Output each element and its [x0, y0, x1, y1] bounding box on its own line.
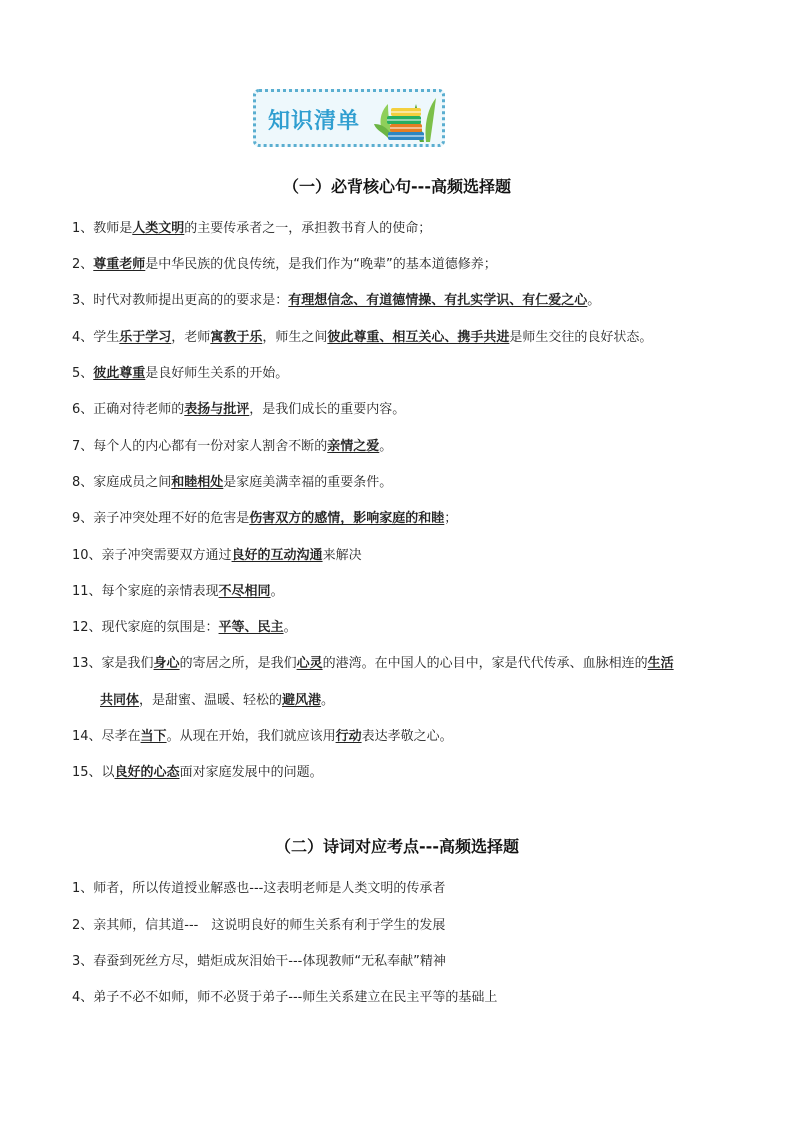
text-segment: ；: [444, 511, 458, 526]
key-phrase: 乐于学习: [119, 330, 172, 345]
text-segment: 1、教师是: [72, 221, 133, 236]
text-segment: 。: [270, 584, 284, 599]
list-item: [72, 220, 431, 238]
list-item-continuation: [100, 692, 334, 710]
list-item: [72, 256, 497, 274]
text-segment: ，是甜蜜、温暖、轻松的: [139, 693, 283, 708]
text-segment: 12、现代家庭的氛围是：: [72, 620, 219, 635]
text-segment: 表达孝敬之心。: [361, 729, 453, 744]
text-segment: ，是我们成长的重要内容。: [249, 402, 406, 417]
list-item: [72, 438, 392, 456]
key-phrase: 生活: [647, 656, 674, 671]
list-item: [72, 365, 288, 383]
text-segment: 2、: [72, 257, 94, 272]
list-item: [72, 292, 600, 310]
text-segment: 面对家庭发展中的问题。: [179, 765, 323, 780]
text-segment: 15、以: [72, 765, 115, 780]
section2-heading: （二）诗词对应考点---高频选择题: [275, 837, 519, 856]
text-segment: 9、亲子冲突处理不好的危害是: [72, 511, 250, 526]
text-segment: 11、每个家庭的亲情表现: [72, 584, 219, 599]
list-item: [72, 401, 405, 419]
text-segment: 8、家庭成员之间: [72, 475, 172, 490]
text-segment: 4、弟子不必不如师，师不必贤于弟子---师生关系建立在民主平等的基础上: [72, 990, 498, 1005]
key-phrase: 心灵: [296, 656, 323, 671]
key-phrase: 良好的互动沟通: [231, 548, 323, 563]
list-item: [72, 655, 674, 673]
list-item: [72, 764, 323, 782]
list-item: [72, 619, 297, 637]
key-phrase: 表扬与批评: [184, 402, 250, 417]
key-phrase: 尊重老师: [93, 257, 146, 272]
text-segment: 。从现在开始，我们就应该用: [166, 729, 336, 744]
text-segment: 6、正确对待老师的: [72, 402, 185, 417]
list-item: [72, 880, 445, 898]
text-segment: 。: [379, 439, 393, 454]
badge-title: 知识清单: [268, 109, 361, 134]
knowledge-list-badge: [253, 89, 445, 147]
text-segment: 3、春蚕到死丝方尽，蜡炬成灰泪始干---体现教师“无私奉献”精神: [72, 954, 446, 969]
text-segment: 的寄居之所，是我们: [179, 656, 297, 671]
list-item: [72, 728, 453, 746]
key-phrase: 良好的心态: [114, 765, 180, 780]
key-phrase: 共同体: [100, 693, 140, 708]
text-segment: 是良好师生关系的开始。: [145, 366, 289, 381]
list-item: [72, 989, 497, 1007]
key-phrase: 当下: [140, 729, 167, 744]
text-segment: 3、时代对教师提出更高的的要求是：: [72, 293, 289, 308]
list-item: [72, 474, 392, 492]
key-phrase: 亲情之爱: [327, 439, 380, 454]
text-segment: 1、师者，所以传道授业解惑也---这表明老师是人类文明的传承者: [72, 881, 446, 896]
section1-heading: （一）必背核心句---高频选择题: [283, 177, 511, 196]
key-phrase: 不尽相同: [218, 584, 271, 599]
list-item: [72, 583, 284, 601]
text-segment: 14、尽孝在: [72, 729, 141, 744]
text-segment: 是家庭美满幸福的重要条件。: [223, 475, 393, 490]
text-segment: 是师生交往的良好状态。: [509, 330, 653, 345]
text-segment: ，老师: [171, 330, 211, 345]
text-segment: 的主要传承者之一，承担教书育人的使命；: [184, 221, 432, 236]
key-phrase: 身心: [153, 656, 180, 671]
key-phrase: 人类文明: [132, 221, 185, 236]
text-segment: 。: [283, 620, 297, 635]
text-segment: 10、亲子冲突需要双方通过: [72, 548, 232, 563]
text-segment: 。: [321, 693, 335, 708]
text-segment: 7、每个人的内心都有一份对家人割舍不断的: [72, 439, 328, 454]
key-phrase: 行动: [335, 729, 362, 744]
text-segment: 2、亲其师，信其道--- 这说明良好的师生关系有利于学生的发展: [72, 918, 446, 933]
key-phrase: 彼此尊重: [93, 366, 146, 381]
key-phrase: 和睦相处: [171, 475, 224, 490]
text-segment: 的港湾。在中国人的心目中，家是代代传承、血脉相连的: [322, 656, 648, 671]
text-segment: 13、家是我们: [72, 656, 154, 671]
text-segment: 4、学生: [72, 330, 120, 345]
list-item: [72, 547, 362, 565]
key-phrase: 平等、民主: [218, 620, 284, 635]
list-item: [72, 510, 457, 528]
list-item: [72, 953, 446, 971]
key-phrase: 避风港: [282, 693, 322, 708]
key-phrase: 寓教于乐: [210, 330, 263, 345]
list-item: [72, 329, 652, 347]
text-segment: 是中华民族的优良传统，是我们作为“晚辈”的基本道德修养；: [145, 257, 497, 272]
key-phrase: 有理想信念、有道德情操、有扎实学识、有仁爱之心: [288, 293, 588, 308]
key-phrase: 彼此尊重、相互关心、携手共进: [327, 330, 510, 345]
text-segment: 来解决: [322, 548, 362, 563]
text-segment: 5、: [72, 366, 94, 381]
text-segment: 。: [587, 293, 601, 308]
books-plant-icon: [374, 94, 442, 144]
key-phrase: 伤害双方的感情，影响家庭的和睦: [249, 511, 445, 526]
text-segment: ，师生之间: [262, 330, 328, 345]
list-item: [72, 917, 445, 935]
